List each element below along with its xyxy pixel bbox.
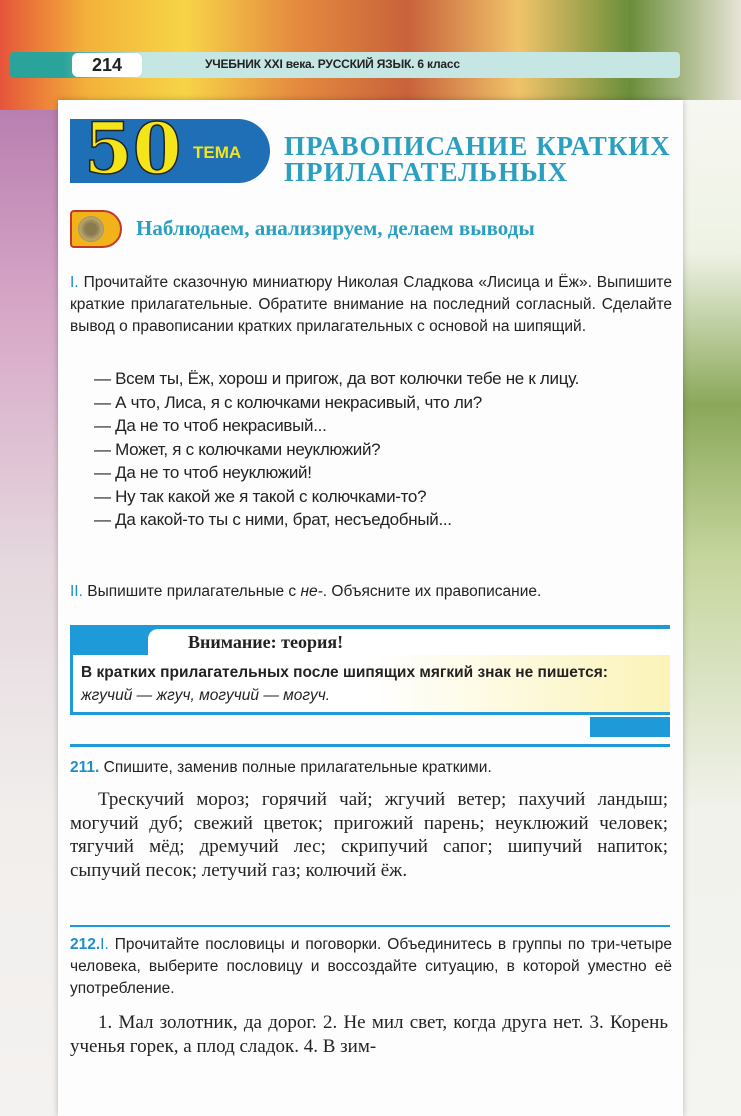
task-1 [70, 272, 672, 338]
divider [70, 744, 670, 747]
task-text: . Объясните их правописание. [322, 583, 542, 600]
dialogue-line: — Может, я с колючками неуклюжий? [94, 439, 381, 459]
exercise-number: 212. [70, 936, 101, 953]
flowers-background-left [0, 110, 58, 1116]
exercise-text: Трескучий мороз; горячий чай; жгучий ветер; пахучий ландыш; могучий дуб; свежий цветок; пригожий парень; неуклюжий человек; тягучий мёд; дремучий лес; скрипучий сапог; шипучий напиток; сыпучий песок; летучий газ; колючий ёж. [70, 789, 668, 881]
dialogue-line: — Да какой-то ты с ними, брат, несъедобный... [94, 510, 452, 529]
dialogue-line: — А что, Лиса, я с колючками некрасивый, что ли? [94, 392, 482, 412]
exercise-212-text [70, 1011, 668, 1058]
topic-title-line1: ПРАВОПИСАНИЕ КРАТКИХ [284, 131, 671, 161]
exercise-instruction: Спишите, заменив полные прилагательные краткими. [103, 759, 492, 776]
task-marker: I. [70, 274, 79, 291]
task-marker: II. [70, 583, 83, 600]
dialogue-line: — Ну так какой же я такой с колючками-то? [94, 486, 427, 506]
topic-title-line2: ПРИЛАГАТЕЛЬНЫХ [284, 157, 569, 187]
exercise-instruction: Прочитайте пословицы и поговорки. Объединитесь в группы по три-четыре человека, выберите пословицу и воссоздайте ситуацию, в которой уместно её употребление. [70, 936, 673, 997]
task-text: Прочитайте сказочную миниатюру Николая Сладкова «Лисица и Ёж». Выпишите краткие прилагательные. Обратите внимание на последний согласный. Сделайте вывод о правописании кратких прилагательных с основой на шипящий. [70, 274, 672, 335]
exercise-211-text [70, 788, 668, 882]
theory-box [70, 625, 670, 745]
exercise-211-instruction [70, 757, 672, 779]
dialogue-line: — Да не то чтоб некрасивый... [94, 416, 327, 435]
task-prefix: не- [300, 583, 323, 600]
exercise-212-instruction [70, 934, 672, 1000]
flowers-background-right [683, 100, 741, 1116]
theory-examples: жгучий — жгуч, могучий — могуч. [81, 687, 331, 704]
topic-title [284, 133, 671, 185]
task-2 [70, 581, 672, 603]
theory-tab [590, 717, 670, 737]
topic-label: ТЕМА [193, 143, 242, 162]
dialogue-line: — Да не то чтоб неуклюжий! [94, 463, 312, 482]
exercise-number: 211. [70, 759, 100, 776]
task-text: Выпишите прилагательные с [87, 583, 301, 600]
observe-icon [70, 210, 122, 248]
task-marker: I. [100, 936, 109, 953]
topic-number: 50 [84, 107, 182, 190]
observe-heading: Наблюдаем, анализируем, делаем выводы [136, 216, 535, 240]
exercise-text: 1. Мал золотник, да дорог. 2. Не мил свет, когда друга нет. 3. Корень ученья горек, а плод сладок. 4. В зим- [70, 1012, 668, 1057]
theory-rule [70, 655, 670, 715]
dialogue-line: — Всем ты, Ёж, хорош и пригож, да вот колючки тебе не к лицу. [94, 369, 580, 388]
theory-rule-text: В кратких прилагательных после шипящих мягкий знак не пишется: [81, 664, 608, 681]
page-number: 214 [72, 53, 142, 77]
theory-heading: Внимание: теория! [148, 629, 670, 655]
divider [70, 925, 670, 927]
dialogue [70, 367, 672, 532]
running-title: УЧЕБНИК XXI века. РУССКИЙ ЯЗЫК. 6 класс [205, 57, 460, 71]
